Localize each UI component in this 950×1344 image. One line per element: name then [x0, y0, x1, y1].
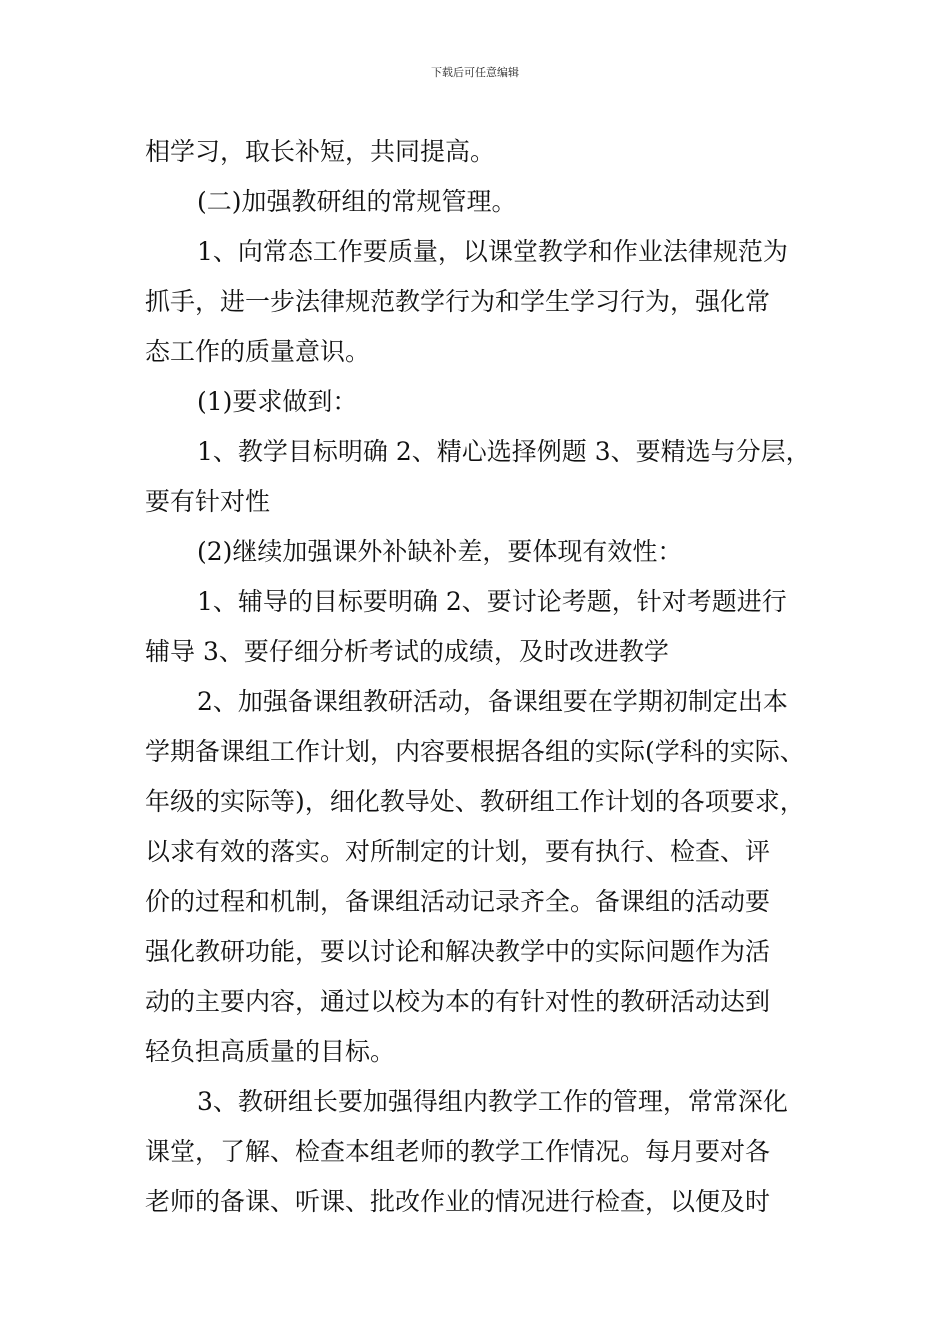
- text-line: 强化教研功能，要以讨论和解决教学中的实际问题作为活: [145, 937, 771, 966]
- text-line: 轻负担高质量的目标。: [145, 1037, 396, 1066]
- text-line: 学期备课组工作计划，内容要根据各组的实际(学科的实际、: [145, 737, 805, 766]
- text-line: 年级的实际等)，细化教导处、教研组工作计划的各项要求，: [145, 787, 805, 816]
- page-header: 下载后可任意编辑: [431, 66, 519, 79]
- subsection-heading: (1)要求做到：: [197, 387, 358, 416]
- text-line: 抓手，进一步法律规范教学行为和学生学习行为，强化常: [145, 287, 771, 316]
- text-line: 2、加强备课组教研活动，备课组要在学期初制定出本: [197, 687, 788, 716]
- text-line: 1、向常态工作要质量，以课堂教学和作业法律规范为: [197, 237, 788, 266]
- text-line: 老师的备课、听课、批改作业的情况进行检查，以便及时: [145, 1187, 771, 1216]
- text-line: 3、教研组长要加强得组内教学工作的管理，常常深化: [197, 1087, 788, 1116]
- subsection-heading: (2)继续加强课外补缺补差，要体现有效性：: [197, 537, 683, 566]
- text-line: 价的过程和机制，备课组活动记录齐全。备课组的活动要: [145, 887, 771, 916]
- text-line: 要有针对性: [145, 487, 271, 516]
- section-heading: (二)加强教研组的常规管理。: [197, 187, 517, 216]
- text-line: 1、辅导的目标要明确 2、要讨论考题，针对考题进行: [197, 587, 787, 616]
- text-line: 以求有效的落实。对所制定的计划，要有执行、检查、评: [145, 837, 771, 866]
- text-line: 态工作的质量意识。: [145, 337, 371, 366]
- text-line: 动的主要内容，通过以校为本的有针对性的教研活动达到: [145, 987, 771, 1016]
- text-line: 1、教学目标明确 2、精心选择例题 3、要精选与分层，: [197, 437, 811, 466]
- document-body: [145, 127, 815, 1227]
- text-line: 相学习，取长补短，共同提高。: [145, 137, 496, 166]
- text-line: 辅导 3、要仔细分析考试的成绩，及时改进教学: [145, 637, 669, 666]
- text-line: 课堂，了解、检查本组老师的教学工作情况。每月要对各: [145, 1137, 771, 1166]
